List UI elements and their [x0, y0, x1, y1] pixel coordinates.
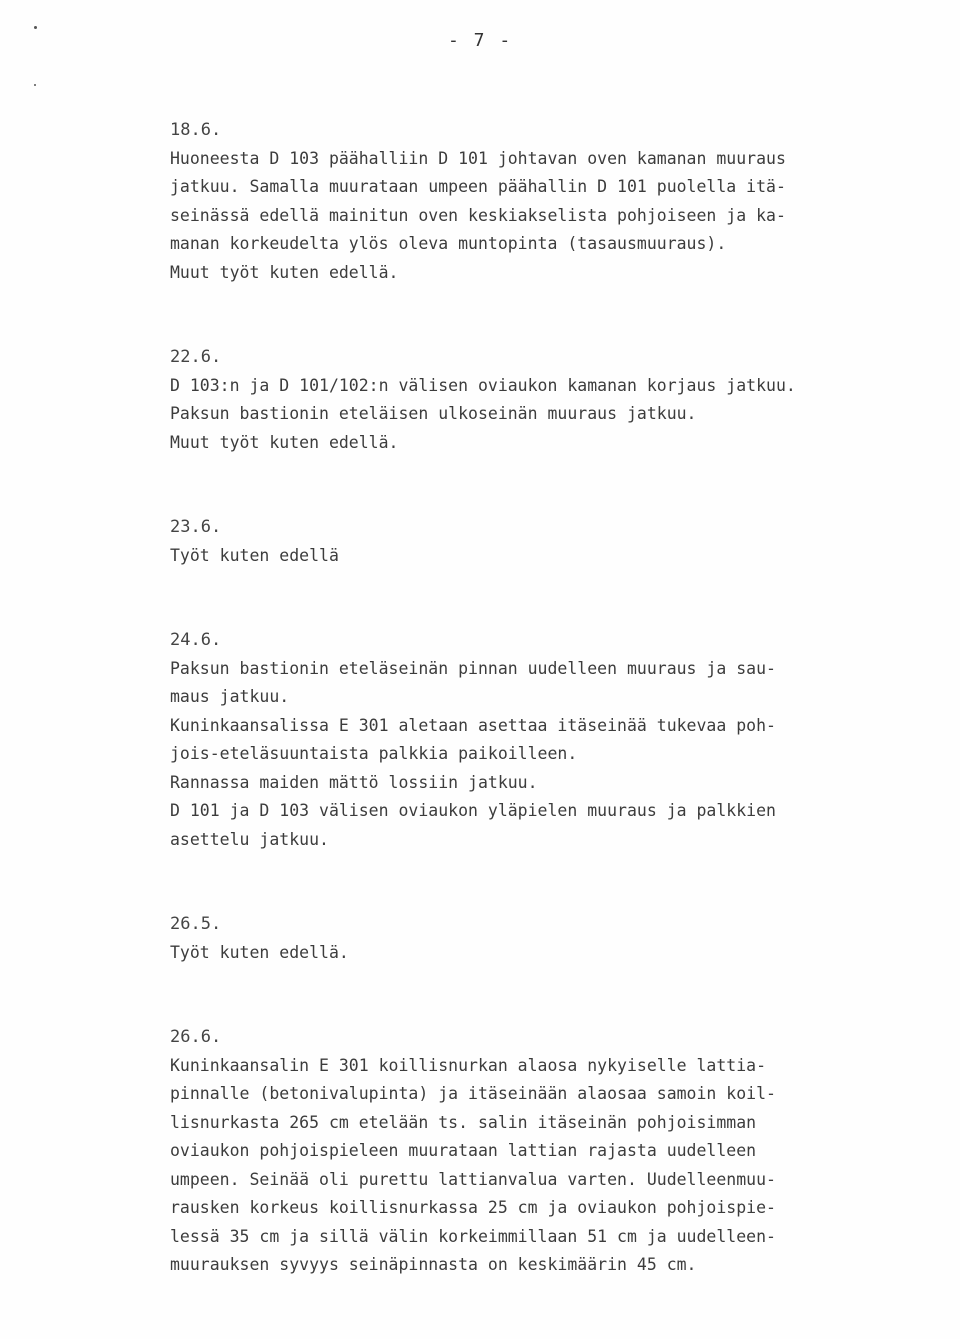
diary-entry — [170, 343, 890, 457]
entry-text-line: manan korkeudelta ylös oleva muntopinta (tasausmuuraus). — [170, 234, 727, 253]
page-number: - 7 - — [448, 30, 513, 51]
diary-entry — [170, 1023, 890, 1280]
entry-text-line: jois-eteläsuuntaista palkkia paikoilleen. — [170, 744, 578, 763]
diary-entry — [170, 513, 890, 570]
entry-text-line: Paksun bastionin eteläseinän pinnan uudelleen muuraus ja sau- — [170, 658, 776, 678]
entry-date: 24.6. — [170, 630, 222, 650]
entry-text-line: maus jatkuu. — [170, 687, 290, 706]
entry-date: 26.5. — [170, 914, 222, 934]
entry-text-line: jatkuu. Samalla muurataan umpeen päähallin D 101 puolella itä- — [170, 177, 786, 196]
entry-text-line: muurauksen syvyys seinäpinnasta on keskimäärin 45 cm. — [170, 1255, 697, 1274]
entry-text-line: Kuninkaansalin E 301 koillisnurkan alaosa nykyiselle lattia- — [170, 1055, 767, 1075]
entry-text-line: Rannassa maiden mättö lossiin jatkuu. — [170, 772, 538, 792]
entry-text-line: D 103:n ja D 101/102:n välisen oviaukon kamanan korjaus jatkuu. — [170, 375, 796, 395]
entry-text-line: lessä 35 cm ja sillä välin korkeimmillaan 51 cm ja uudelleen- — [170, 1226, 776, 1246]
diary-content — [170, 116, 890, 1280]
entry-text-line: asettelu jatkuu. — [170, 829, 329, 849]
entry-text-line: Muut työt kuten edellä. — [170, 432, 399, 452]
entry-date: 26.6. — [170, 1027, 222, 1047]
scan-speck — [34, 26, 37, 29]
entry-date: 22.6. — [170, 347, 222, 367]
entry-text-line: lisnurkasta 265 cm etelään ts. salin itäseinän pohjoisimman — [170, 1112, 757, 1132]
entry-date: 23.6. — [170, 517, 222, 537]
entry-text-line: Kuninkaansalissa E 301 aletaan asettaa itäseinää tukevaa poh- — [170, 715, 776, 735]
entry-text-line: rausken korkeus koillisnurkassa 25 cm ja oviaukon pohjoispie- — [170, 1198, 776, 1217]
diary-entry — [170, 116, 890, 287]
entry-date: 18.6. — [170, 120, 222, 140]
entry-text-line: Muut työt kuten edellä. — [170, 262, 399, 282]
entry-text-line: seinässä edellä mainitun oven keskiakselista pohjoiseen ja ka- — [170, 205, 786, 225]
scan-speck — [34, 84, 36, 86]
diary-entry — [170, 910, 890, 967]
entry-text-line: Työt kuten edellä — [170, 545, 339, 565]
diary-entry — [170, 626, 890, 854]
entry-text-line: oviaukon pohjoispieleen muurataan lattian rajasta uudelleen — [170, 1141, 757, 1160]
entry-text-line: Työt kuten edellä. — [170, 942, 349, 962]
entry-text-line: Paksun bastionin eteläisen ulkoseinän muuraus jatkuu. — [170, 404, 697, 423]
entry-text-line: Huoneesta D 103 päähalliin D 101 johtavan oven kamanan muuraus — [170, 148, 786, 168]
entry-text-line: pinnalle (betonivalupinta) ja itäseinään alaosaa samoin koil- — [170, 1084, 776, 1103]
entry-text-line: umpeen. Seinää oli purettu lattianvalua varten. Uudelleenmuu- — [170, 1169, 776, 1189]
entry-text-line: D 101 ja D 103 välisen oviaukon yläpielen muuraus ja palkkien — [170, 801, 776, 820]
